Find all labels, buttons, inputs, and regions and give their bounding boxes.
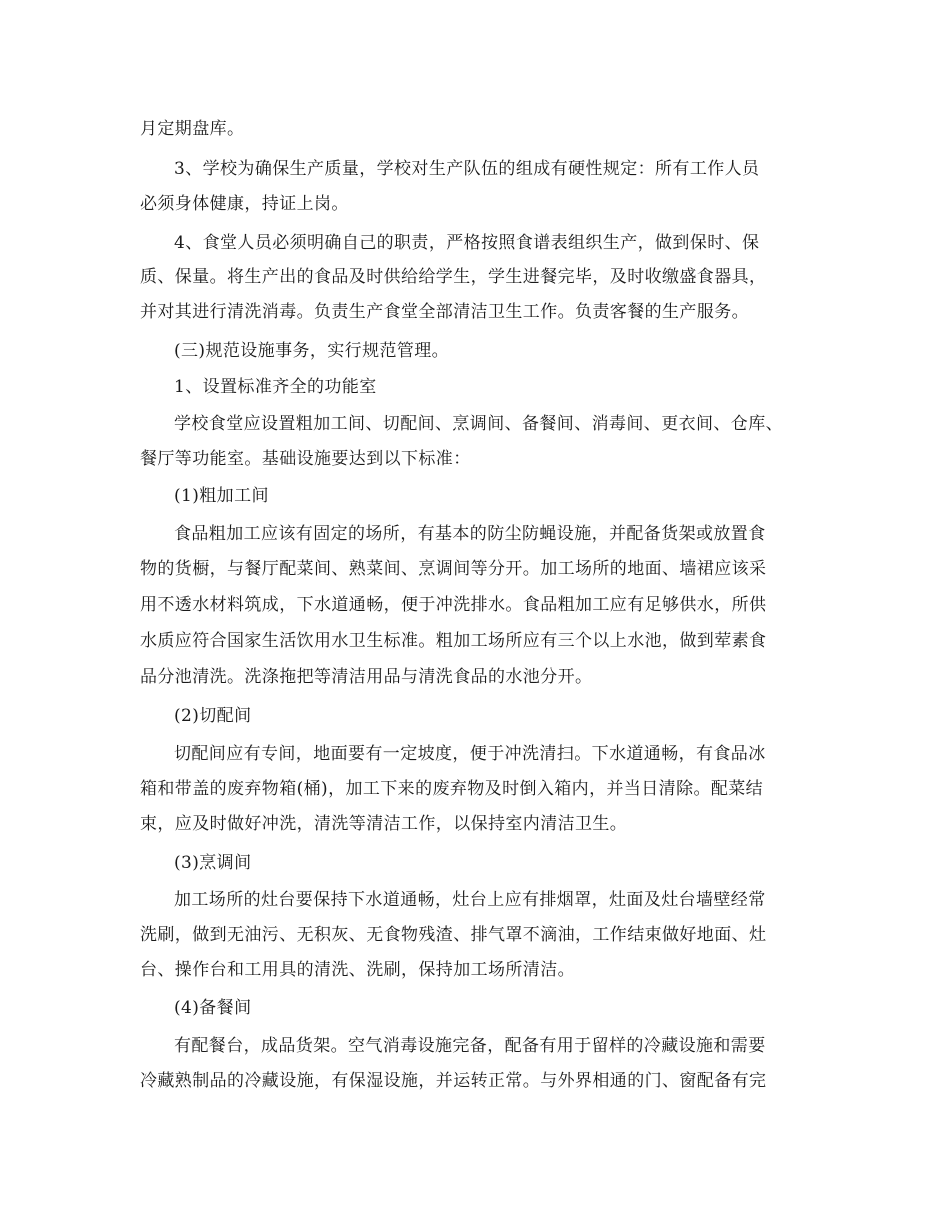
text-line: 3、学校为确保生产质量，学校对生产队伍的组成有硬性规定：所有工作人员: [174, 159, 760, 179]
subsection-heading: 1、设置标准齐全的功能室: [174, 377, 377, 397]
text-line: 质、保量。将生产出的食品及时供给给学生，学生进餐完毕，及时收缴盛食器具，: [140, 267, 767, 287]
text-line: 冷藏熟制品的冷藏设施，有保湿设施，并运转正常。与外界相通的门、窗配备有完: [140, 1071, 767, 1091]
text-line: 束，应及时做好冲洗，清洗等清洁工作，以保持室内清洁卫生。: [140, 814, 628, 834]
item-heading: (4)备餐间: [174, 998, 252, 1018]
item-heading: (3)烹调间: [174, 853, 252, 873]
text-line: 切配间应有专间，地面要有一定坡度，便于冲洗清扫。下水道通畅，有食品冰: [174, 744, 766, 764]
text-line: 必须身体健康，持证上岗。: [140, 194, 349, 214]
text-line: 并对其进行清洗消毒。负责生产食堂全部清洁卫生工作。负责客餐的生产服务。: [140, 302, 749, 322]
text-line: 台、操作台和工用具的清洗、洗刷，保持加工场所清洁。: [140, 960, 575, 980]
text-line: 月定期盘库。: [140, 119, 245, 139]
item-heading: (2)切配间: [174, 706, 252, 726]
section-heading: (三)规范设施事务，实行规范管理。: [174, 341, 450, 361]
text-line: 箱和带盖的废弃物箱(桶)，加工下来的废弃物及时倒入箱内，并当日清除。配菜结: [140, 779, 764, 799]
item-heading: (1)粗加工间: [174, 486, 269, 506]
text-line: 加工场所的灶台要保持下水道通畅，灶台上应有排烟罩，灶面及灶台墙壁经常: [174, 890, 766, 910]
text-line: 物的货橱，与餐厅配菜间、熟菜间、烹调间等分开。加工场所的地面、墙裙应该采: [140, 559, 767, 579]
text-line: 品分池清洗。洗涤拖把等清洁用品与清洗食品的水池分开。: [140, 667, 593, 687]
text-line: 餐厅等功能室。基础设施要达到以下标准：: [140, 449, 471, 469]
text-line: 学校食堂应设置粗加工间、切配间、烹调间、备餐间、消毒间、更衣间、仓库、: [174, 414, 783, 434]
text-line: 洗刷，做到无油污、无积灰、无食物残渣、排气罩不滴油，工作结束做好地面、灶: [140, 925, 767, 945]
text-line: 有配餐台，成品货架。空气消毒设施完备，配备有用于留样的冷藏设施和需要: [174, 1036, 766, 1056]
text-line: 水质应符合国家生活饮用水卫生标准。粗加工场所应有三个以上水池，做到荤素食: [140, 631, 767, 651]
text-line: 4、食堂人员必须明确自己的职责，严格按照食谱表组织生产，做到保时、保: [174, 233, 760, 253]
text-line: 用不透水材料筑成，下水道通畅，便于冲洗排水。食品粗加工应有足够供水，所供: [140, 595, 767, 615]
text-line: 食品粗加工应该有固定的场所，有基本的防尘防蝇设施，并配备货架或放置食: [174, 524, 766, 544]
